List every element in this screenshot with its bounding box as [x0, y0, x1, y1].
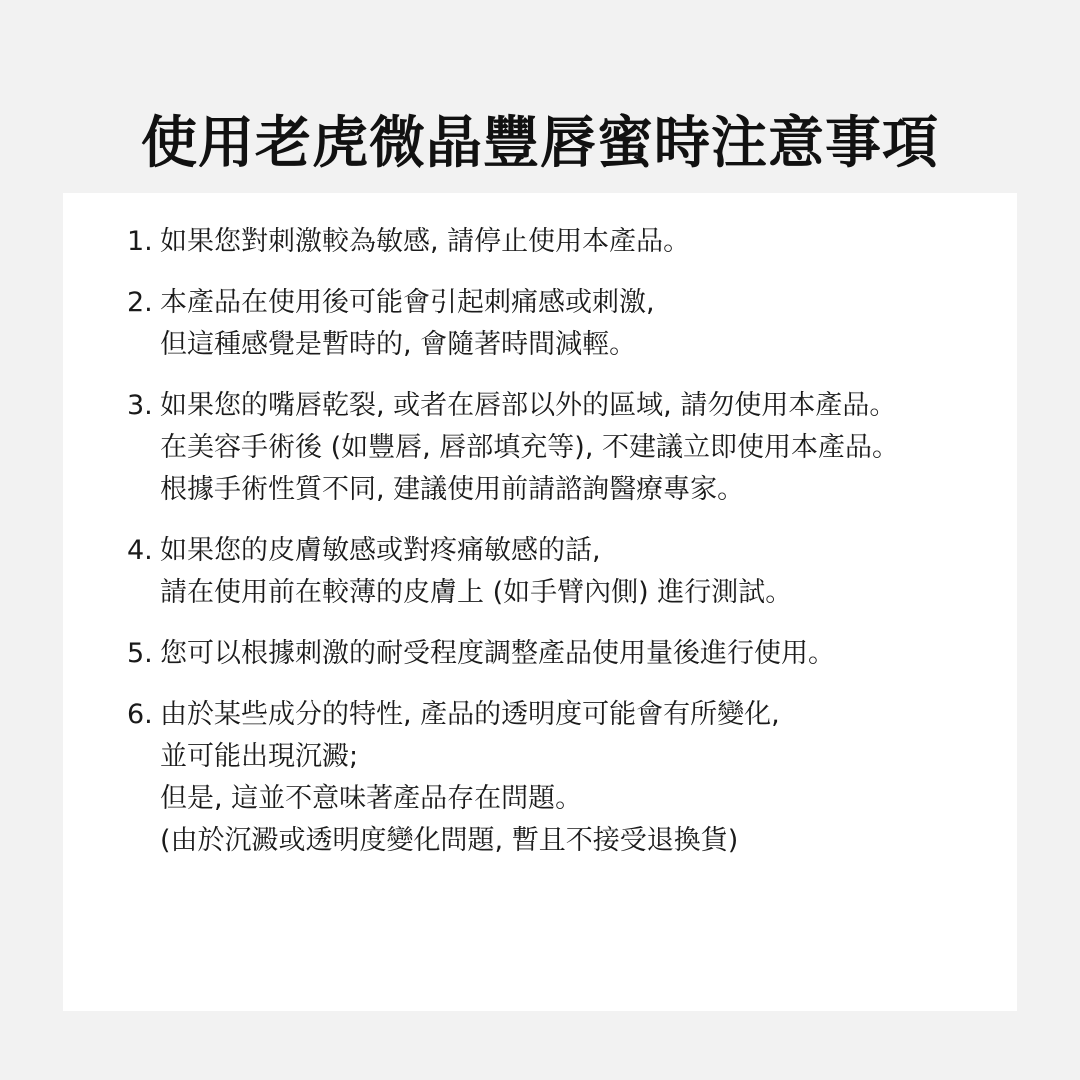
notice-number: 6. — [127, 699, 153, 730]
notice-line: 您可以根據刺激的耐受程度調整產品使用量後進行使用。 — [160, 638, 835, 669]
page-title: 使用老虎微晶豐唇蜜時注意事項 — [141, 110, 939, 176]
notice-card — [63, 193, 1017, 1011]
notice-line: (由於沉澱或透明度變化問題, 暫且不接受退換貨) — [160, 825, 739, 856]
notice-line: 由於某些成分的特性, 產品的透明度可能會有所變化, — [160, 699, 780, 730]
notice-line: 如果您的皮膚敏感或對疼痛敏感的話, — [160, 535, 601, 566]
notice-item-4 — [127, 530, 977, 614]
notice-item-5 — [127, 633, 977, 675]
notice-item-2 — [127, 282, 977, 366]
notice-number: 3. — [127, 390, 153, 421]
notice-number: 1. — [127, 226, 153, 257]
notice-line: 本產品在使用後可能會引起刺痛感或刺激, — [160, 287, 655, 318]
notice-list — [127, 221, 977, 881]
notice-line: 如果您的嘴唇乾裂, 或者在唇部以外的區域, 請勿使用本產品。 — [160, 390, 897, 421]
notice-number: 2. — [127, 287, 153, 318]
notice-number: 4. — [127, 535, 153, 566]
notice-item-1 — [127, 221, 977, 263]
notice-line: 但是, 這並不意味著產品存在問題。 — [160, 783, 583, 814]
notice-line: 並可能出現沉澱; — [160, 741, 359, 772]
notice-line: 在美容手術後 (如豐唇, 唇部填充等), 不建議立即使用本產品。 — [160, 432, 899, 463]
notice-item-3 — [127, 385, 977, 511]
notice-line: 如果您對刺激較為敏感, 請停止使用本產品。 — [160, 226, 691, 257]
notice-line: 但這種感覺是暫時的, 會隨著時間減輕。 — [160, 329, 637, 360]
notice-number: 5. — [127, 638, 153, 669]
notice-item-6 — [127, 694, 977, 862]
notice-line: 請在使用前在較薄的皮膚上 (如手臂內側) 進行測試。 — [160, 577, 793, 608]
notice-line: 根據手術性質不同, 建議使用前請諮詢醫療專家。 — [160, 474, 745, 505]
